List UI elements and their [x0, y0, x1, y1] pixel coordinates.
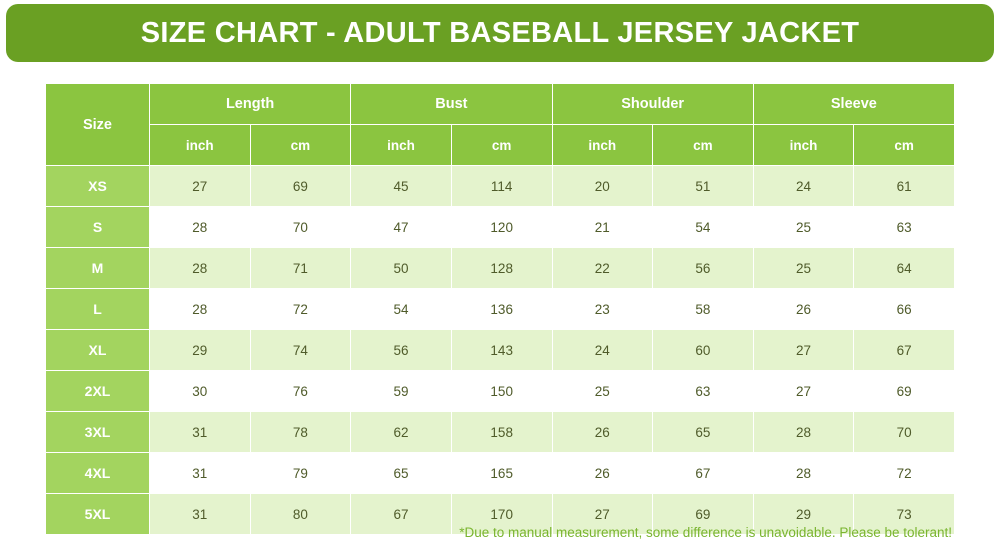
cell-bust-inch: 56 — [351, 330, 452, 371]
cell-sleeve-inch: 27 — [753, 371, 854, 412]
size-chart-table — [45, 83, 955, 535]
cell-shoulder-cm: 60 — [653, 330, 754, 371]
cell-sleeve-inch: 25 — [753, 207, 854, 248]
table-row — [46, 166, 955, 207]
cell-length-inch: 27 — [150, 166, 251, 207]
page-title: SIZE CHART - ADULT BASEBALL JERSEY JACKET — [140, 16, 860, 49]
cell-sleeve-inch: 28 — [753, 453, 854, 494]
cell-bust-cm: 170 — [451, 494, 552, 535]
row-size-label: L — [46, 289, 150, 330]
table-row — [46, 330, 955, 371]
row-size-label: 3XL — [46, 412, 150, 453]
cell-sleeve-inch: 26 — [753, 289, 854, 330]
cell-sleeve-cm: 69 — [854, 371, 955, 412]
cell-sleeve-inch: 27 — [753, 330, 854, 371]
cell-sleeve-cm: 61 — [854, 166, 955, 207]
cell-sleeve-cm: 67 — [854, 330, 955, 371]
row-size-label: XS — [46, 166, 150, 207]
cell-length-inch: 28 — [150, 248, 251, 289]
table-header — [46, 84, 955, 166]
table-body — [46, 166, 955, 535]
cell-sleeve-cm: 64 — [854, 248, 955, 289]
table-row — [46, 207, 955, 248]
cell-length-inch: 28 — [150, 289, 251, 330]
size-chart-table-container — [45, 83, 955, 535]
cell-bust-inch: 67 — [351, 494, 452, 535]
cell-bust-cm: 150 — [451, 371, 552, 412]
cell-sleeve-cm: 73 — [854, 494, 955, 535]
cell-shoulder-cm: 58 — [653, 289, 754, 330]
cell-length-inch: 31 — [150, 453, 251, 494]
table-header-row-units — [46, 125, 955, 166]
cell-bust-cm: 114 — [451, 166, 552, 207]
unit-header-length-cm: cm — [250, 125, 351, 166]
cell-bust-inch: 47 — [351, 207, 452, 248]
column-group-sleeve: Sleeve — [753, 84, 954, 125]
unit-header-bust-cm: cm — [451, 125, 552, 166]
table-row — [46, 453, 955, 494]
page-title-bar — [6, 4, 994, 62]
cell-sleeve-inch: 29 — [753, 494, 854, 535]
cell-shoulder-inch: 20 — [552, 166, 653, 207]
cell-bust-cm: 128 — [451, 248, 552, 289]
cell-shoulder-cm: 67 — [653, 453, 754, 494]
cell-length-cm: 71 — [250, 248, 351, 289]
cell-length-cm: 78 — [250, 412, 351, 453]
measurement-disclaimer: *Due to manual measurement, some difference is unavoidable. Please be tolerant! — [459, 525, 952, 540]
cell-length-inch: 29 — [150, 330, 251, 371]
cell-bust-cm: 136 — [451, 289, 552, 330]
cell-length-cm: 80 — [250, 494, 351, 535]
cell-sleeve-cm: 66 — [854, 289, 955, 330]
unit-header-sleeve-inch: inch — [753, 125, 854, 166]
cell-shoulder-inch: 27 — [552, 494, 653, 535]
cell-bust-inch: 65 — [351, 453, 452, 494]
cell-bust-inch: 50 — [351, 248, 452, 289]
cell-length-inch: 28 — [150, 207, 251, 248]
cell-bust-cm: 158 — [451, 412, 552, 453]
cell-bust-inch: 59 — [351, 371, 452, 412]
table-row — [46, 371, 955, 412]
unit-header-bust-inch: inch — [351, 125, 452, 166]
cell-length-cm: 69 — [250, 166, 351, 207]
table-header-row-groups — [46, 84, 955, 125]
cell-bust-cm: 120 — [451, 207, 552, 248]
cell-sleeve-inch: 24 — [753, 166, 854, 207]
cell-length-inch: 31 — [150, 412, 251, 453]
cell-shoulder-cm: 69 — [653, 494, 754, 535]
cell-bust-inch: 62 — [351, 412, 452, 453]
row-size-label: 4XL — [46, 453, 150, 494]
cell-bust-inch: 54 — [351, 289, 452, 330]
cell-shoulder-inch: 21 — [552, 207, 653, 248]
cell-shoulder-cm: 65 — [653, 412, 754, 453]
column-header-size: Size — [46, 84, 150, 166]
cell-shoulder-inch: 23 — [552, 289, 653, 330]
cell-bust-cm: 165 — [451, 453, 552, 494]
cell-sleeve-inch: 28 — [753, 412, 854, 453]
unit-header-shoulder-cm: cm — [653, 125, 754, 166]
cell-bust-inch: 45 — [351, 166, 452, 207]
cell-sleeve-inch: 25 — [753, 248, 854, 289]
column-group-bust: Bust — [351, 84, 552, 125]
cell-length-inch: 31 — [150, 494, 251, 535]
cell-length-cm: 70 — [250, 207, 351, 248]
column-group-shoulder: Shoulder — [552, 84, 753, 125]
cell-length-cm: 76 — [250, 371, 351, 412]
size-chart-page — [0, 4, 1000, 554]
row-size-label: 5XL — [46, 494, 150, 535]
cell-shoulder-inch: 26 — [552, 412, 653, 453]
cell-sleeve-cm: 70 — [854, 412, 955, 453]
unit-header-sleeve-cm: cm — [854, 125, 955, 166]
unit-header-shoulder-inch: inch — [552, 125, 653, 166]
table-row — [46, 289, 955, 330]
cell-shoulder-inch: 25 — [552, 371, 653, 412]
row-size-label: S — [46, 207, 150, 248]
table-row — [46, 412, 955, 453]
cell-length-inch: 30 — [150, 371, 251, 412]
cell-shoulder-cm: 54 — [653, 207, 754, 248]
unit-header-length-inch: inch — [150, 125, 251, 166]
cell-sleeve-cm: 72 — [854, 453, 955, 494]
row-size-label: XL — [46, 330, 150, 371]
cell-sleeve-cm: 63 — [854, 207, 955, 248]
table-row — [46, 248, 955, 289]
row-size-label: M — [46, 248, 150, 289]
row-size-label: 2XL — [46, 371, 150, 412]
cell-bust-cm: 143 — [451, 330, 552, 371]
cell-shoulder-inch: 26 — [552, 453, 653, 494]
cell-shoulder-cm: 63 — [653, 371, 754, 412]
cell-shoulder-cm: 56 — [653, 248, 754, 289]
cell-shoulder-inch: 24 — [552, 330, 653, 371]
cell-shoulder-inch: 22 — [552, 248, 653, 289]
column-group-length: Length — [150, 84, 351, 125]
cell-length-cm: 74 — [250, 330, 351, 371]
cell-shoulder-cm: 51 — [653, 166, 754, 207]
cell-length-cm: 79 — [250, 453, 351, 494]
cell-length-cm: 72 — [250, 289, 351, 330]
